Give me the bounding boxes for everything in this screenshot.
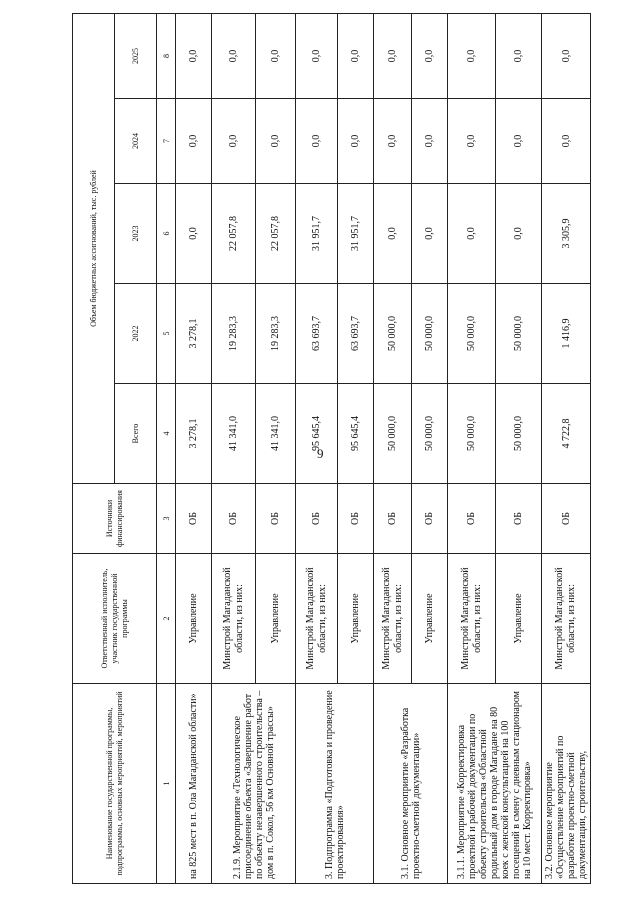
cell-2024: 0,0 — [496, 99, 542, 184]
cell-responsible: Минстрой Магаданской области, из них: — [212, 554, 256, 684]
cell-2025: 0,0 — [412, 14, 448, 99]
header-volume: Объем бюджетных ассигнований, тыс. рублей — [73, 14, 115, 484]
cell-2025: 0,0 — [212, 14, 256, 99]
cell-2025: 0,0 — [374, 14, 412, 99]
cell-source: ОБ — [448, 484, 496, 554]
budget-table — [72, 13, 591, 884]
cell-total: 41 341,0 — [212, 384, 256, 484]
cell-2024: 0,0 — [212, 99, 256, 184]
col-number: 6 — [157, 184, 176, 284]
cell-2024: 0,0 — [448, 99, 496, 184]
cell-2025: 0,0 — [256, 14, 296, 99]
cell-responsible: Минстрой Магаданской области, из них: — [448, 554, 496, 684]
cell-2023: 31 951,7 — [338, 184, 374, 284]
cell-2024: 0,0 — [256, 99, 296, 184]
rotated-table-container — [72, 14, 587, 884]
cell-2025: 0,0 — [338, 14, 374, 99]
cell-name: на 825 мест в п. Ола Магаданской области» — [176, 684, 212, 884]
col-number: 7 — [157, 99, 176, 184]
cell-name: 3.1. Основное мероприятие «Разработка проектно-сметной документации» — [374, 684, 448, 884]
cell-2024: 0,0 — [542, 99, 591, 184]
table-row — [374, 14, 412, 884]
col-number: 5 — [157, 284, 176, 384]
col-number: 8 — [157, 14, 176, 99]
cell-2022: 19 283,3 — [212, 284, 256, 384]
col-number: 2 — [157, 554, 176, 684]
header-2024: 2024 — [115, 99, 157, 184]
cell-total: 50 000,0 — [496, 384, 542, 484]
header-total: Всего — [115, 384, 157, 484]
table-row — [542, 14, 591, 884]
cell-total: 95 645,4 — [296, 384, 338, 484]
cell-source: ОБ — [338, 484, 374, 554]
cell-2024: 0,0 — [374, 99, 412, 184]
cell-2022: 50 000,0 — [374, 284, 412, 384]
header-name: Наименование государственной программы, подпрограммы, основных мероприятий, мероприятий — [73, 684, 157, 884]
cell-2023: 3 305,9 — [542, 184, 591, 284]
cell-responsible: Управление — [338, 554, 374, 684]
cell-name: 2.1.9. Мероприятие «Технологическое присоединение объекта «Завершение работ по объекту незавершенного строительства – дом в п. Сокол, 56 км Основной трассы» — [212, 684, 296, 884]
header-source: Источники финансирования — [73, 484, 157, 554]
cell-2023: 22 057,8 — [212, 184, 256, 284]
cell-2022: 63 693,7 — [338, 284, 374, 384]
cell-source: ОБ — [496, 484, 542, 554]
cell-source: ОБ — [256, 484, 296, 554]
cell-responsible: Минстрой Магаданской области, из них: — [296, 554, 338, 684]
header-responsible: Ответственный исполнитель, участник государственной программы — [73, 554, 157, 684]
cell-2023: 0,0 — [448, 184, 496, 284]
cell-2024: 0,0 — [338, 99, 374, 184]
cell-source: ОБ — [212, 484, 256, 554]
cell-total: 95 645,4 — [338, 384, 374, 484]
cell-2024: 0,0 — [296, 99, 338, 184]
cell-2022: 19 283,3 — [256, 284, 296, 384]
cell-source: ОБ — [176, 484, 212, 554]
table-row — [176, 14, 212, 884]
cell-2023: 0,0 — [374, 184, 412, 284]
cell-responsible: Управление — [256, 554, 296, 684]
cell-total: 3 278,1 — [176, 384, 212, 484]
cell-2022: 1 416,9 — [542, 284, 591, 384]
cell-2025: 0,0 — [496, 14, 542, 99]
page-number: 9 — [317, 446, 324, 461]
cell-source: ОБ — [412, 484, 448, 554]
cell-2025: 0,0 — [176, 14, 212, 99]
cell-2024: 0,0 — [412, 99, 448, 184]
cell-2023: 31 951,7 — [296, 184, 338, 284]
column-number-row — [157, 14, 176, 884]
cell-source: ОБ — [374, 484, 412, 554]
cell-source: ОБ — [542, 484, 591, 554]
col-number: 3 — [157, 484, 176, 554]
cell-responsible: Минстрой Магаданской области, из них: — [542, 554, 591, 684]
cell-total: 50 000,0 — [448, 384, 496, 484]
header-2023: 2023 — [115, 184, 157, 284]
table-row — [296, 14, 338, 884]
cell-2022: 3 278,1 — [176, 284, 212, 384]
header-2022: 2022 — [115, 284, 157, 384]
table-row — [448, 14, 496, 884]
cell-2025: 0,0 — [296, 14, 338, 99]
cell-2022: 50 000,0 — [412, 284, 448, 384]
cell-responsible: Управление — [496, 554, 542, 684]
col-number: 1 — [157, 684, 176, 884]
cell-name: 3. Подпрограмма «Подготовка и проведение проектирования» — [296, 684, 374, 884]
cell-total: 4 722,8 — [542, 384, 591, 484]
cell-total: 41 341,0 — [256, 384, 296, 484]
cell-2022: 50 000,0 — [448, 284, 496, 384]
cell-2023: 0,0 — [412, 184, 448, 284]
cell-2022: 50 000,0 — [496, 284, 542, 384]
cell-responsible: Минстрой Магаданской области, из них: — [374, 554, 412, 684]
cell-total: 50 000,0 — [412, 384, 448, 484]
header-2025: 2025 — [115, 14, 157, 99]
col-number: 4 — [157, 384, 176, 484]
cell-2024: 0,0 — [176, 99, 212, 184]
cell-2022: 63 693,7 — [296, 284, 338, 384]
cell-2023: 0,0 — [176, 184, 212, 284]
cell-2025: 0,0 — [448, 14, 496, 99]
cell-2023: 0,0 — [496, 184, 542, 284]
cell-name: 3.2. Основное мероприятие «Осуществление мероприятий по разработке проектно-сметной документации, строительству, — [542, 684, 591, 884]
cell-total: 50 000,0 — [374, 384, 412, 484]
cell-2023: 22 057,8 — [256, 184, 296, 284]
cell-source: ОБ — [296, 484, 338, 554]
cell-responsible: Управление — [412, 554, 448, 684]
cell-name: 3.1.1. Мероприятие «Корректировка проектной и рабочей документации по объекту строительства «Областной родильный дом в городе Магадане на 80 коек с женской консультацией на 100 посещений в смену с дневным стационаром на 10 мест. Корректировка» — [448, 684, 542, 884]
cell-2025: 0,0 — [542, 14, 591, 99]
table-row — [212, 14, 256, 884]
cell-responsible: Управление — [176, 554, 212, 684]
